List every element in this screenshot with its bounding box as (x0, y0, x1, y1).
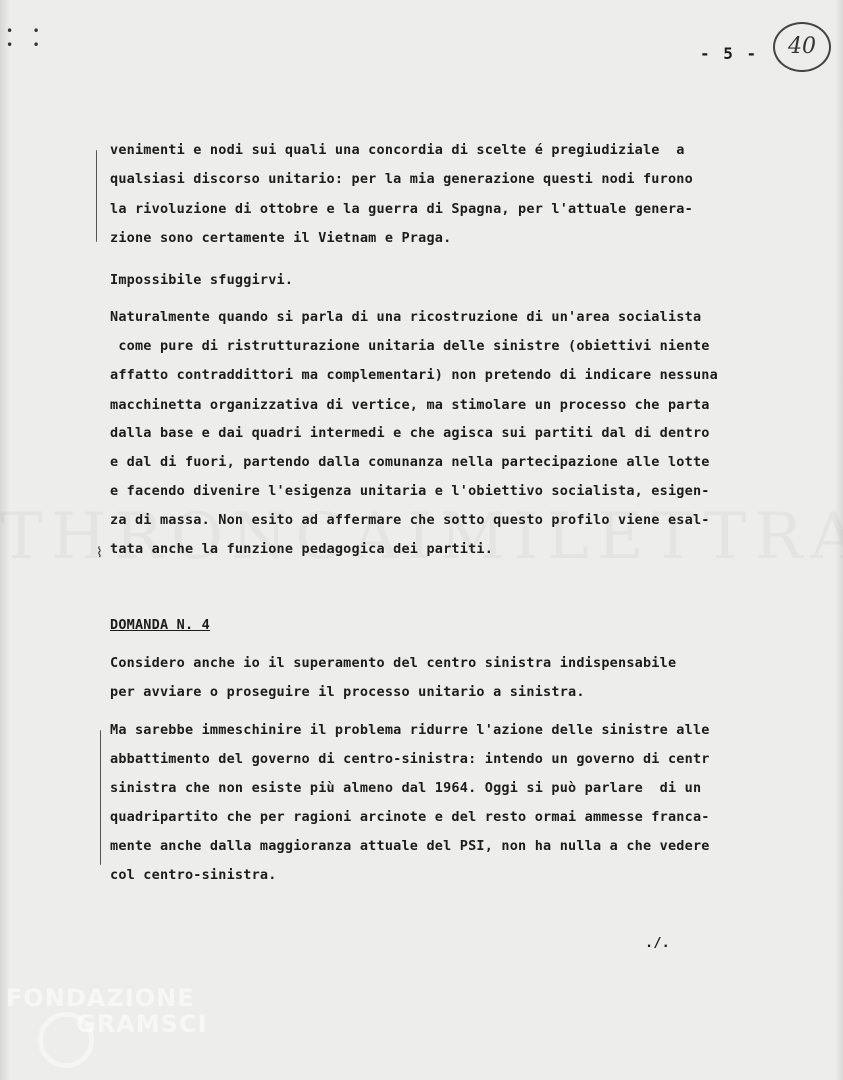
text-line: za di massa. Non esito ad affermare che sotto questo profilo viene esal- (110, 512, 710, 528)
text-line: Ma sarebbe immeschinire il problema ridurre l'azione delle sinistre alle (110, 722, 710, 738)
archive-logo-line1: FONDAZIONE (6, 984, 195, 1012)
text-line: Impossibile sfuggirvi. (110, 272, 294, 288)
text-line: la rivoluzione di ottobre e la guerra di Spagna, per l'attuale genera- (110, 201, 693, 217)
text-line: tata anche la funzione pedagogica dei partiti. (110, 541, 494, 557)
margin-bracket (96, 150, 97, 242)
folio-number-handwritten: 40 (773, 22, 831, 72)
text-line: qualsiasi discorso unitario: per la mia generazione questi nodi furono (110, 171, 693, 187)
continuation-mark: ./. (645, 935, 670, 951)
text-line: venimenti e nodi sui quali una concordia di scelte é pregiudiziale a (110, 142, 685, 158)
text-line: abbattimento del governo di centro-sinistra: intendo un governo di centr (110, 751, 710, 767)
text-line: zione sono certamente il Vietnam e Praga. (110, 230, 452, 246)
section-heading: DOMANDA N. 4 (110, 617, 210, 633)
text-line: quadripartito che per ragioni arcinote e del resto ormai ammesse franca- (110, 809, 710, 825)
archive-logo-line2: GRAMSCI (76, 1010, 208, 1038)
page-number: - 5 - (700, 44, 759, 63)
text-line: mente anche dalla maggioranza attuale del PSI, non ha nulla a che vedere (110, 838, 710, 854)
text-line: dalla base e dai quadri intermedi e che agisca sui partiti dal di dentro (110, 425, 710, 441)
text-line: come pure di ristrutturazione unitaria delle sinistre (obiettivi niente (110, 338, 710, 354)
text-line: Considero anche io il superamento del centro sinistra indispensabile (110, 655, 677, 671)
archive-logo (6, 985, 207, 1037)
text-line: col centro-sinistra. (110, 867, 277, 883)
text-line: per avviare o proseguire il processo unitario a sinistra. (110, 684, 585, 700)
text-line: macchinetta organizzativa di vertice, ma stimolare un processo che parta (110, 397, 710, 413)
text-line: affatto contraddittori ma complementari) non pretendo di indicare nessuna (110, 367, 718, 383)
text-line: sinistra che non esiste più almeno dal 1964. Oggi si può parlare di un (110, 780, 702, 796)
text-line: e facendo divenire l'esigenza unitaria e l'obiettivo socialista, esigen- (110, 483, 710, 499)
text-line: Naturalmente quando si parla di una ricostruzione di un'area socialista (110, 309, 702, 325)
binding-holes-mark: • • • • (6, 24, 46, 52)
margin-bracket (100, 730, 101, 865)
text-line: e dal di fuori, partendo dalla comunanza nella partecipazione alle lotte (110, 454, 710, 470)
margin-mark: ⌇ (96, 545, 103, 561)
